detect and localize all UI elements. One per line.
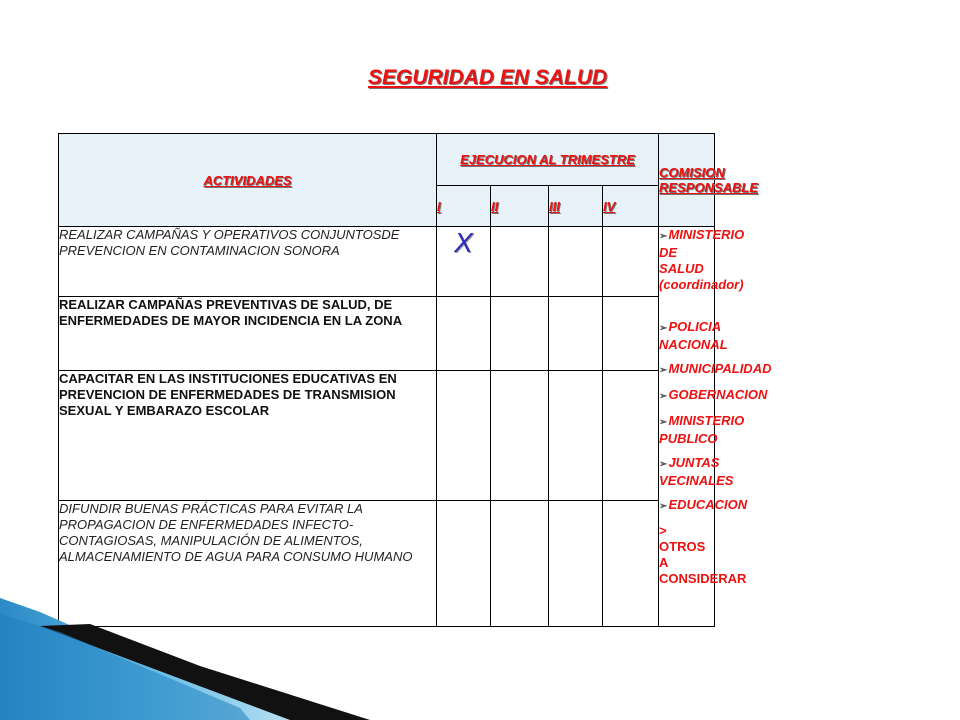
list-item: ➢GOBERNACION [659,387,768,402]
quarter-2-mark [491,227,549,297]
commission-cell [659,227,772,627]
list-item: ➢EDUCACION [659,497,748,512]
quarter-4-mark [603,501,659,627]
activity-cell: REALIZAR CAMPAÑAS Y OPERATIVOS CONJUNTOSDE PREVENCION EN CONTAMINACION SONORA [59,227,437,297]
quarter-1-mark [437,297,491,371]
arrow-bullet-icon: ➢ [659,417,668,428]
activities-table [58,133,772,627]
header-quarter-3: III [549,186,603,227]
quarter-4-mark [603,227,659,297]
list-item: > OTROS A CONSIDERAR [659,523,747,586]
header-quarter-1: I [437,186,491,227]
table-row [59,297,715,371]
list-item: ➢MUNICIPALIDAD [659,361,772,376]
quarter-2-mark [491,371,549,501]
quarter-2-mark [491,297,549,371]
quarter-3-mark [549,297,603,371]
arrow-bullet-icon: ➢ [659,501,668,512]
list-item: ➢MINISTERIO PUBLICO [659,413,745,446]
arrow-bullet-icon: ➢ [659,459,668,470]
activity-cell: CAPACITAR EN LAS INSTITUCIONES EDUCATIVAS EN PREVENCION DE ENFERMEDADES DE TRANSMISION SEXUAL Y EMBARAZO ESCOLAR [59,371,437,501]
header-commission: COMISION RESPONSABLE [659,134,715,227]
quarter-3-mark [549,227,603,297]
table-row [59,371,715,501]
arrow-bullet-icon: ➢ [659,323,668,334]
list-item: ➢JUNTAS VECINALES [659,455,734,488]
arrow-bullet-icon: ➢ [659,231,668,242]
quarter-1-mark: X [437,227,491,297]
header-quarter-4: IV [603,186,659,227]
table-row [59,227,715,297]
activity-cell: REALIZAR CAMPAÑAS PREVENTIVAS DE SALUD, DE ENFERMEDADES DE MAYOR INCIDENCIA EN LA ZONA [59,297,437,371]
header-quarter-2: II [491,186,549,227]
quarter-3-mark [549,501,603,627]
header-execution: EJECUCION AL TRIMESTRE [437,134,659,186]
quarter-1-mark [437,371,491,501]
arrow-bullet-icon: ➢ [659,391,668,402]
header-activities: ACTIVIDADES [59,134,437,227]
slide-swoosh-decoration [0,590,380,720]
quarter-4-mark [603,297,659,371]
quarter-4-mark [603,371,659,501]
activity-cell: DIFUNDIR BUENAS PRÁCTICAS PARA EVITAR LA PROPAGACION DE ENFERMEDADES INFECTO-CONTAGIOSAS, MANIPULACIÓN DE ALIMENTOS, ALMACENAMIENTO DE AGUA PARA CONSUMO HUMANO [59,501,437,627]
list-item: ➢MINISTERIO DE SALUD (coordinador) [659,227,745,292]
page-title: SEGURIDAD EN SALUD [368,66,608,89]
arrow-bullet-icon: ➢ [659,365,668,376]
quarter-1-mark [437,501,491,627]
commission-list [659,227,772,587]
quarter-2-mark [491,501,549,627]
list-item: ➢POLICIA NACIONAL [659,319,728,352]
quarter-3-mark [549,371,603,501]
